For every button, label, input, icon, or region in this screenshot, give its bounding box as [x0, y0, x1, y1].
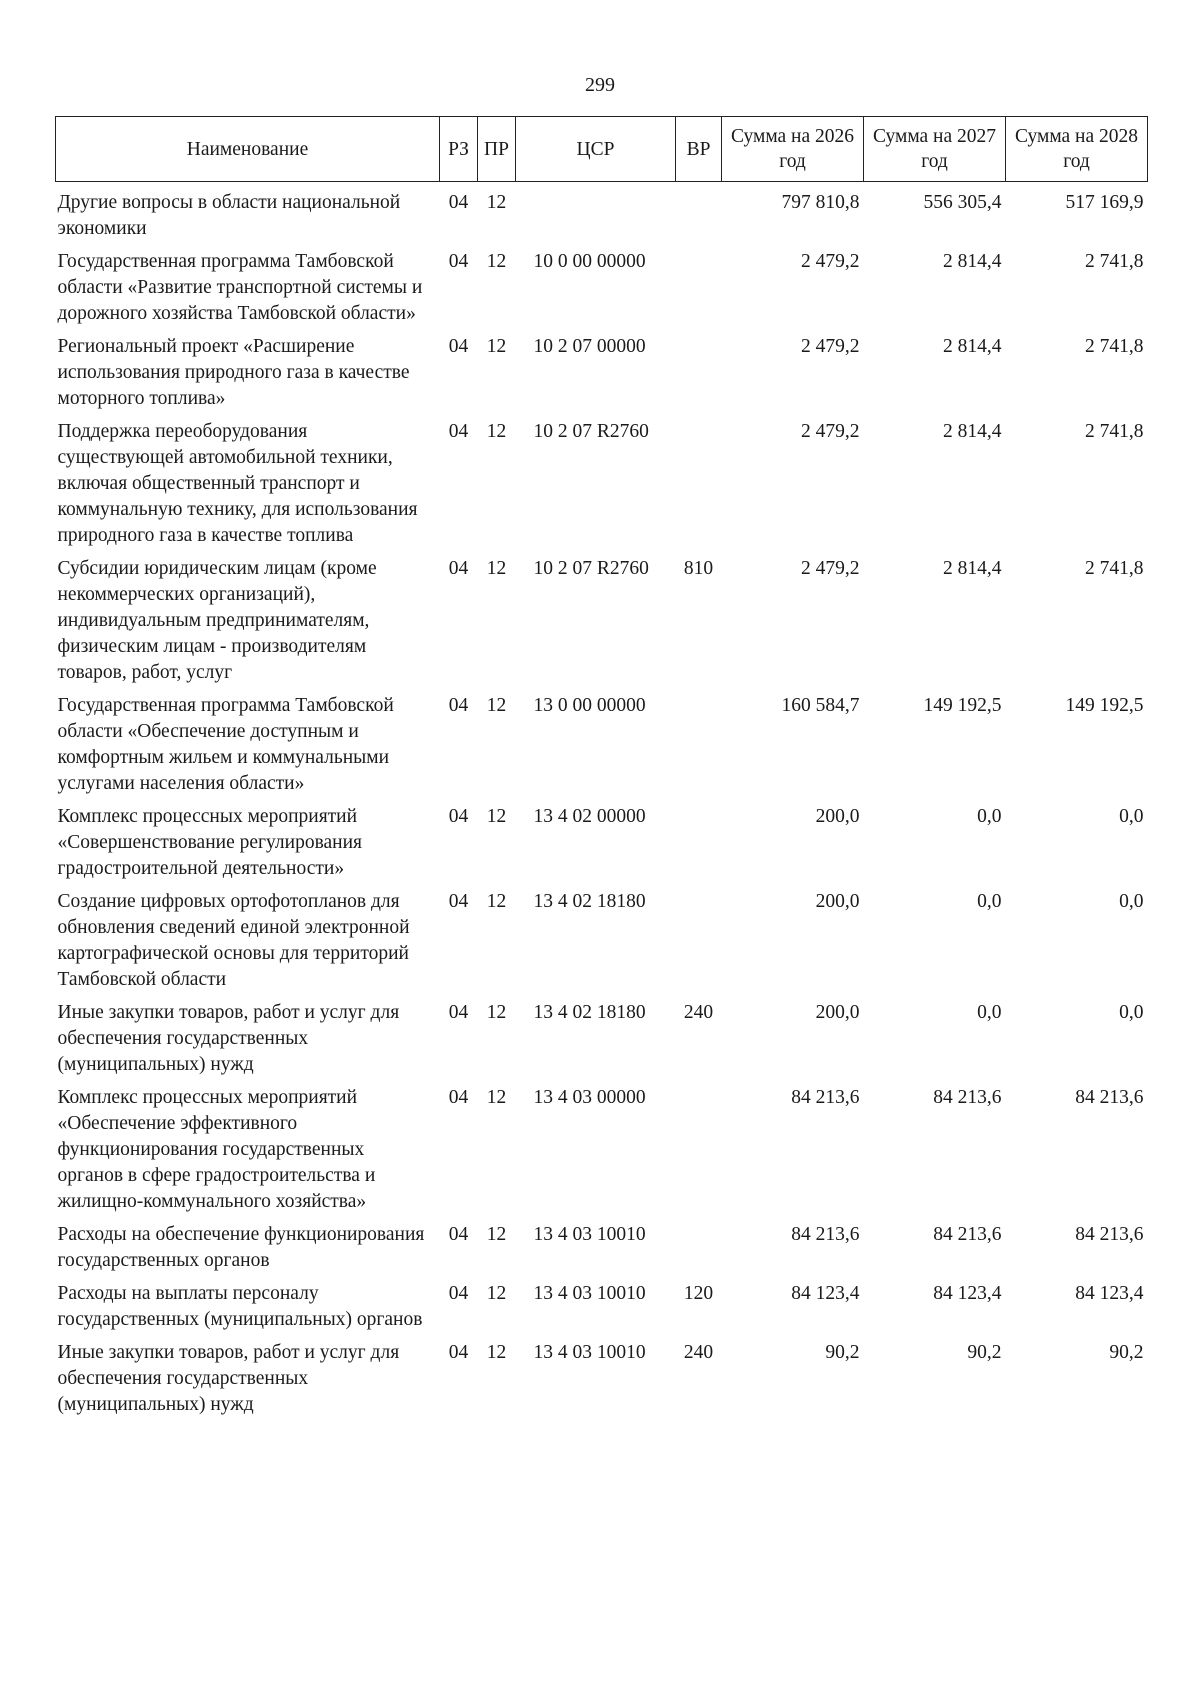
row-csr: 10 0 00 00000: [533, 251, 646, 272]
row-rz: 04: [448, 1002, 469, 1023]
row-pr: 12: [486, 806, 507, 827]
header-sum-2028: Сумма на 2028 год: [1006, 117, 1148, 182]
row-name: Субсидии юридическим лицам (кроме некоммерческих организаций), индивидуальным предпринимателям, физическим лицам - производителям товаров, работ, услуг: [57, 558, 377, 683]
row-rz: 04: [448, 251, 469, 272]
row-pr: 12: [486, 1087, 507, 1108]
row-sum-2028: 90,2: [1109, 1342, 1144, 1363]
table-row: [56, 1277, 1148, 1336]
row-csr: 13 4 02 00000: [533, 806, 646, 827]
row-csr: 13 4 02 18180: [533, 1002, 646, 1023]
row-sum-2026: 160 584,7: [781, 695, 860, 716]
row-pr: 12: [486, 1002, 507, 1023]
header-csr: ЦСР: [516, 117, 676, 182]
table-row: [56, 1081, 1148, 1218]
row-csr: 10 2 07 00000: [533, 336, 646, 357]
row-sum-2028: 84 123,4: [1075, 1283, 1144, 1304]
row-csr: 13 4 02 18180: [533, 891, 646, 912]
row-csr: 13 4 03 10010: [533, 1283, 646, 1304]
table-body: [56, 182, 1148, 1422]
row-name: Создание цифровых ортофотопланов для обновления сведений единой электронной картографической основы для территорий Тамбовской области: [57, 891, 410, 990]
header-row: [56, 117, 1148, 182]
row-pr: 12: [486, 891, 507, 912]
header-sum-2027: Сумма на 2027 год: [864, 117, 1006, 182]
row-rz: 04: [448, 695, 469, 716]
row-pr: 12: [486, 695, 507, 716]
row-sum-2026: 2 479,2: [801, 558, 860, 579]
page-number: 299: [585, 74, 615, 96]
header-rz: РЗ: [440, 117, 478, 182]
row-csr: 13 4 03 10010: [533, 1224, 646, 1245]
row-sum-2028: 2 741,8: [1085, 558, 1144, 579]
row-vr: [676, 885, 722, 996]
row-sum-2027: 0,0: [977, 1002, 1002, 1023]
row-rz: 04: [448, 558, 469, 579]
row-sum-2026: 2 479,2: [801, 336, 860, 357]
row-vr: [676, 182, 722, 246]
row-pr: 12: [486, 192, 507, 213]
row-name: Иные закупки товаров, работ и услуг для обеспечения государственных (муниципальных) нужд: [57, 1342, 400, 1415]
row-pr: 12: [486, 1224, 507, 1245]
table-row: [56, 800, 1148, 885]
row-sum-2027: 149 192,5: [923, 695, 1002, 716]
row-name: Расходы на обеспечение функционирования государственных органов: [57, 1224, 425, 1271]
row-sum-2027: 2 814,4: [943, 336, 1002, 357]
table-row: [56, 996, 1148, 1081]
row-sum-2026: 200,0: [815, 891, 860, 912]
row-csr: 10 2 07 R2760: [533, 558, 649, 579]
row-sum-2026: 90,2: [825, 1342, 860, 1363]
row-sum-2027: 2 814,4: [943, 421, 1002, 442]
header-sum-2026: Сумма на 2026 год: [722, 117, 864, 182]
table-row: [56, 689, 1148, 800]
table-row: [56, 1336, 1148, 1421]
row-sum-2027: 0,0: [977, 806, 1002, 827]
row-sum-2027: 84 213,6: [933, 1224, 1002, 1245]
row-name: Поддержка переоборудования существующей автомобильной техники, включая общественный транспорт и коммунальную технику, для использования природного газа в качестве топлива: [57, 421, 418, 546]
row-pr: 12: [486, 1283, 507, 1304]
row-csr: 13 4 03 00000: [533, 1087, 646, 1108]
row-sum-2027: 84 213,6: [933, 1087, 1002, 1108]
row-csr: 13 4 03 10010: [533, 1342, 646, 1363]
row-name: Расходы на выплаты персоналу государственных (муниципальных) органов: [57, 1283, 423, 1330]
row-vr: [676, 245, 722, 330]
table-row: [56, 885, 1148, 996]
row-sum-2026: 200,0: [815, 806, 860, 827]
row-vr: [676, 330, 722, 415]
table-row: [56, 1218, 1148, 1277]
row-sum-2027: 90,2: [967, 1342, 1002, 1363]
row-sum-2027: 0,0: [977, 891, 1002, 912]
row-pr: 12: [486, 251, 507, 272]
row-sum-2027: 2 814,4: [943, 558, 1002, 579]
row-vr: [676, 689, 722, 800]
row-rz: 04: [448, 1224, 469, 1245]
row-sum-2027: 84 123,4: [933, 1283, 1002, 1304]
row-sum-2026: 84 213,6: [791, 1087, 860, 1108]
row-vr: 120: [683, 1283, 714, 1304]
row-csr: [516, 182, 676, 246]
row-csr: 13 0 00 00000: [533, 695, 646, 716]
row-sum-2026: 2 479,2: [801, 251, 860, 272]
row-name: Государственная программа Тамбовской области «Обеспечение доступным и комфортным жильем и коммунальными услугами населения области»: [57, 695, 394, 794]
table-row: [56, 415, 1148, 552]
row-sum-2026: 84 213,6: [791, 1224, 860, 1245]
row-name: Иные закупки товаров, работ и услуг для обеспечения государственных (муниципальных) нужд: [57, 1002, 400, 1075]
row-sum-2027: 2 814,4: [943, 251, 1002, 272]
row-csr: 10 2 07 R2760: [533, 421, 649, 442]
row-rz: 04: [448, 1283, 469, 1304]
row-name: Региональный проект «Расширение использования природного газа в качестве моторного топлива»: [57, 336, 410, 409]
row-pr: 12: [486, 421, 507, 442]
row-vr: [676, 1218, 722, 1277]
row-sum-2028: 517 169,9: [1065, 192, 1144, 213]
row-vr: 240: [683, 1002, 714, 1023]
row-rz: 04: [448, 1087, 469, 1108]
row-rz: 04: [448, 192, 469, 213]
row-pr: 12: [486, 336, 507, 357]
row-sum-2027: 556 305,4: [923, 192, 1002, 213]
row-rz: 04: [448, 336, 469, 357]
row-pr: 12: [486, 558, 507, 579]
row-rz: 04: [448, 891, 469, 912]
row-rz: 04: [448, 421, 469, 442]
row-sum-2028: 0,0: [1119, 1002, 1144, 1023]
header-pr: ПР: [478, 117, 516, 182]
row-sum-2026: 797 810,8: [781, 192, 860, 213]
row-vr: [676, 800, 722, 885]
row-sum-2028: 2 741,8: [1085, 421, 1144, 442]
row-sum-2026: 84 123,4: [791, 1283, 860, 1304]
row-pr: 12: [486, 1342, 507, 1363]
row-name: Комплекс процессных мероприятий «Обеспечение эффективного функционирования государственных органов в сфере градостроительства и жилищно-коммунального хозяйства»: [57, 1087, 376, 1212]
table-row: [56, 552, 1148, 689]
row-sum-2028: 84 213,6: [1075, 1087, 1144, 1108]
row-sum-2028: 2 741,8: [1085, 251, 1144, 272]
row-sum-2028: 0,0: [1119, 806, 1144, 827]
row-sum-2026: 200,0: [815, 1002, 860, 1023]
row-vr: [676, 1081, 722, 1218]
row-rz: 04: [448, 806, 469, 827]
row-sum-2028: 84 213,6: [1075, 1224, 1144, 1245]
budget-table: [55, 116, 1148, 1421]
row-sum-2028: 0,0: [1119, 891, 1144, 912]
header-name: Наименование: [56, 117, 440, 182]
row-sum-2028: 2 741,8: [1085, 336, 1144, 357]
row-name: Комплекс процессных мероприятий «Совершенствование регулирования градостроительной деятельности»: [57, 806, 363, 879]
row-vr: [676, 415, 722, 552]
table-row: [56, 330, 1148, 415]
row-name: Другие вопросы в области национальной экономики: [57, 192, 401, 239]
row-rz: 04: [448, 1342, 469, 1363]
row-name: Государственная программа Тамбовской области «Развитие транспортной системы и дорожного хозяйства Тамбовской области»: [57, 251, 423, 324]
table-row: [56, 182, 1148, 246]
row-sum-2026: 2 479,2: [801, 421, 860, 442]
table-row: [56, 245, 1148, 330]
row-sum-2028: 149 192,5: [1065, 695, 1144, 716]
row-vr: 240: [683, 1342, 714, 1363]
table-header: [56, 117, 1148, 182]
row-vr: 810: [683, 558, 714, 579]
header-vr: ВР: [676, 117, 722, 182]
